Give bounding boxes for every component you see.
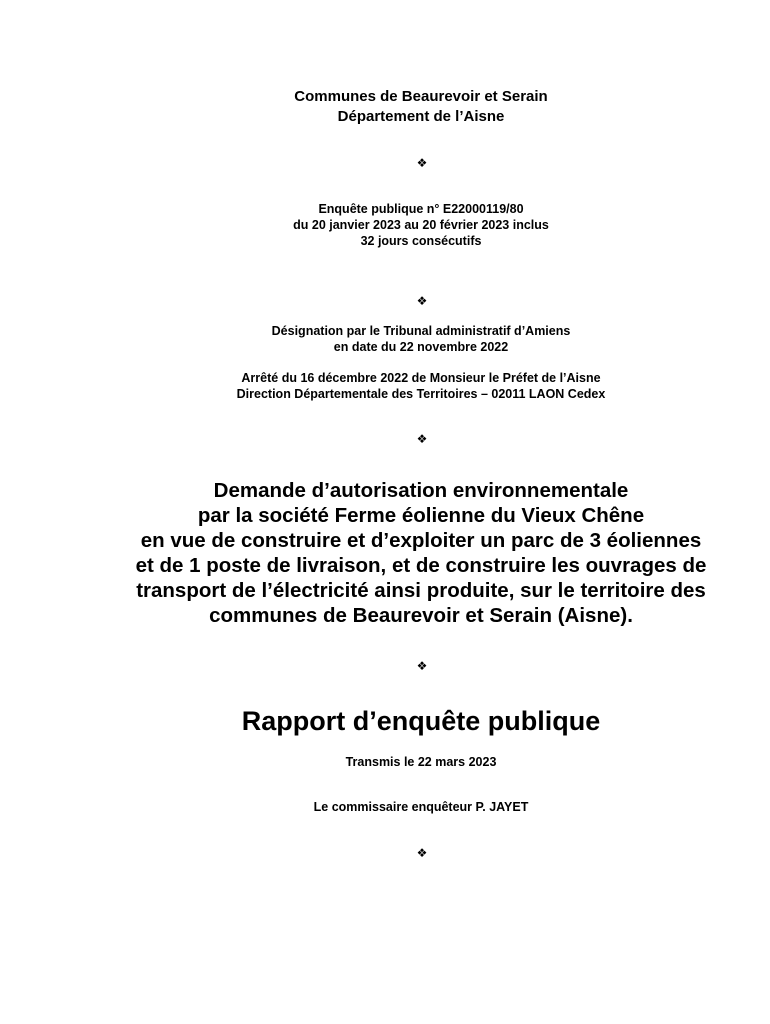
communes-title: Communes de Beaurevoir et Serain (294, 88, 548, 105)
ornament-diamond-icon: ❖ (416, 659, 428, 673)
enquete-dates: du 20 janvier 2023 au 20 février 2023 inclus (293, 218, 549, 232)
demande-line-5: transport de l’électricité ainsi produite, sur le territoire des (136, 579, 706, 602)
ornament-diamond-icon: ❖ (416, 846, 428, 860)
arrete-prefet: Arrêté du 16 décembre 2022 de Monsieur le Préfet de l’Aisne (241, 371, 601, 385)
designation-date: en date du 22 novembre 2022 (333, 340, 509, 354)
ornament-diamond-icon: ❖ (416, 432, 428, 446)
rapport-title: Rapport d’enquête publique (241, 706, 601, 736)
demande-line-3: en vue de construire et d’exploiter un parc de 3 éoliennes (140, 529, 702, 552)
commissaire-enqueteur: Le commissaire enquêteur P. JAYET (313, 800, 529, 814)
enquete-number: Enquête publique n° E22000119/80 (318, 202, 524, 216)
departement-title: Département de l’Aisne (337, 108, 505, 125)
demande-line-1: Demande d’autorisation environnementale (213, 479, 629, 502)
arrete-direction: Direction Départementale des Territoires – 02011 LAON Cedex (236, 387, 606, 401)
demande-line-2: par la société Ferme éolienne du Vieux Chêne (197, 504, 645, 527)
enquete-duration: 32 jours consécutifs (360, 234, 482, 248)
demande-line-6: communes de Beaurevoir et Serain (Aisne). (209, 604, 633, 627)
ornament-diamond-icon: ❖ (416, 294, 428, 308)
demande-line-4: et de 1 poste de livraison, et de construire les ouvrages de (135, 554, 707, 577)
designation-tribunal: Désignation par le Tribunal administratif d’Amiens (271, 324, 571, 338)
transmis-date: Transmis le 22 mars 2023 (345, 755, 497, 769)
ornament-diamond-icon: ❖ (416, 156, 428, 170)
